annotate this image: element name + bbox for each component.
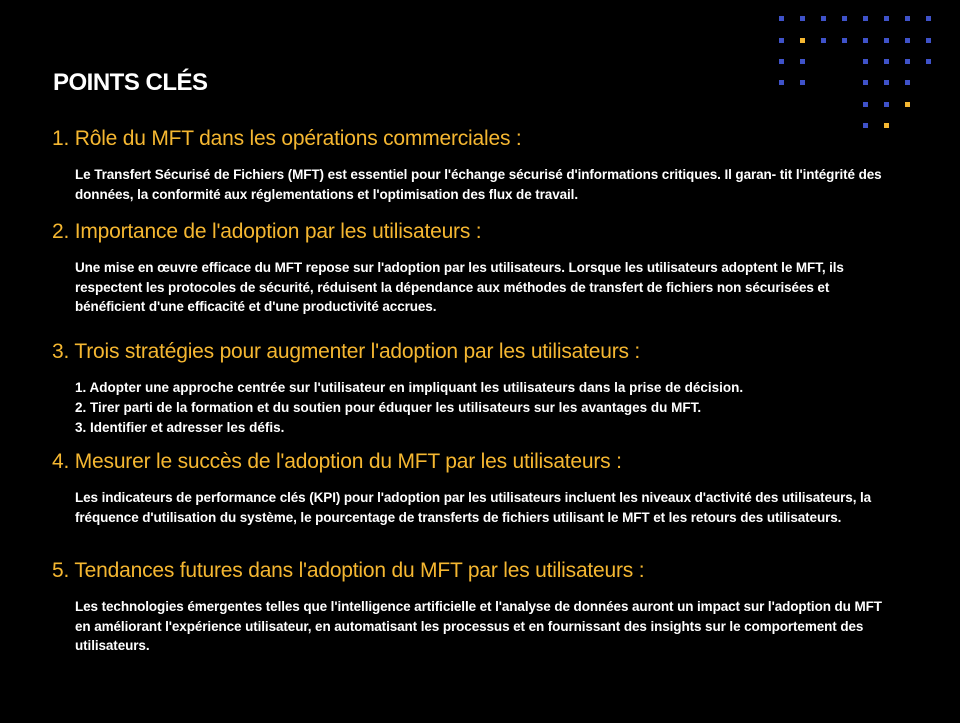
section-body [75, 488, 895, 527]
section-heading: 1. Rôle du MFT dans les opérations commerciales : [52, 127, 522, 150]
section-text: Les indicateurs de performance clés (KPI) pour l'adoption par les utilisateurs incluent les niveaux d'activité des utilisateurs, la fréquence d'utilisation du système, le pourcentage de transferts de fichiers utilisant le MFT et les retours des utilisateurs. [75, 490, 872, 525]
list-item: 2. Tirer parti de la formation et du soutien pour éduquer les utilisateurs sur les avantages du MFT. [75, 400, 702, 415]
list-item: 1. Adopter une approche centrée sur l'utilisateur en impliquant les utilisateurs dans la prise de décision. [75, 380, 744, 395]
section-text: Une mise en œuvre efficace du MFT repose sur l'adoption par les utilisateurs. Lorsque les utilisateurs adoptent le MFT, ils respectent les protocoles de sécurité, réduisent la dépendance aux méthodes de transfert de fichiers non sécurisées et bénéficient d'une efficacité et d'une productivité accrues. [75, 260, 844, 314]
section-heading: 4. Mesurer le succès de l'adoption du MFT par les utilisateurs : [52, 450, 622, 473]
list-item: 3. Identifier et adresser les défis. [75, 420, 285, 435]
section-body [75, 597, 895, 656]
section-importance [52, 220, 912, 317]
section-heading: 3. Trois stratégies pour augmenter l'adoption par les utilisateurs : [52, 340, 641, 363]
section-role [52, 127, 912, 204]
section-heading: 5. Tendances futures dans l'adoption du MFT par les utilisateurs : [52, 559, 645, 582]
section-measure [52, 450, 912, 527]
section-heading: 2. Importance de l'adoption par les utilisateurs : [52, 220, 482, 243]
section-text: Le Transfert Sécurisé de Fichiers (MFT) est essentiel pour l'échange sécurisé d'informations critiques. Il garan- tit l'intégrité des données, la conformité aux réglementations et l'optimisation des flux de travail. [75, 167, 882, 202]
section-text: Les technologies émergentes telles que l'intelligence artificielle et l'analyse de données auront un impact sur l'adoption du MFT en améliorant l'expérience utilisateur, en automatisant les processus et en fournissant des insights sur le comportement des utilisateurs. [75, 599, 882, 653]
page-title: POINTS CLÉS [53, 69, 208, 96]
strategy-list [75, 378, 912, 438]
section-strategies [52, 340, 912, 438]
section-body [75, 165, 895, 204]
section-body [75, 258, 895, 317]
section-trends [52, 559, 912, 656]
